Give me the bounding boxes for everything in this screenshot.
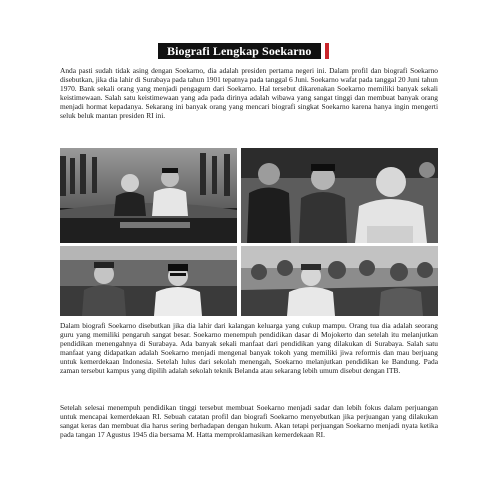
- title-accent-bar: [325, 43, 329, 59]
- photo-collage: [60, 148, 438, 316]
- struggle-paragraph: Setelah selesai menempuh pendidikan tinggi tersebut membuat Soekarno menjadi sadar dan lebih fokus dalam perjuangan untuk mencapai kemerdekaan RI. Sebuah catatan profil dan biografi Soekarno menyebutkan jika perjuangan yang dilakukan sangat keras dan membuat dia harus sering berhadapan dengan hukum. Akan tetapi perjuangan Soekarno menjadi nyata ketika pada tangan 17 Agustus 1945 dia bersama M. Hatta memproklamasikan kemerdekaan RI.: [60, 403, 438, 439]
- intro-paragraph: Anda pasti sudah tidak asing dengan Soekarno, dia adalah presiden pertama negeri ini. Dalam profil dan biografi Soekarno disebutkan, jika dia lahir di Surabaya pada tahun 1901 tepatnya pada tanggal 6 Juni. Soekarno wafat pada tanggal 20 Juni tahun 1970. Bank sekali orang yang menjadi pengagum dari Soekarno. Hal tersebut dikarenakan Soekarno memiliki banyak sekali keistimewaan. Salah satu keistimewaan yang ada pada dirinya adalah wibawa yang sangat tinggi dan membuat banyak orang menjadi hormat kepadanya. Sekarang ini banyak orang yang mencari biografi singkat Soekarno karena hanya ingin mengerti seluk beluk mantan presiden RI ini.: [60, 66, 438, 120]
- photo-group-leaders: [241, 148, 438, 243]
- photo-motorcade: [60, 148, 237, 243]
- photo-car-passengers: [60, 246, 237, 316]
- education-paragraph: Dalam biografi Soekarno disebutkan jika dia lahir dari kalangan keluarga yang cukup mampu. Orang tua dia adalah seorang guru yang memiliki pengaruh sangat besar. Soekarno menempuh pendidikan dasar di Mojokerto dan setelah itu melanjutkan pendidikan menengahnya di Surabaya. Ada banyak sekali manfaat dari pendidikan yang dilakukan di Surabaya. Salah satu manfaat yang didapatkan adalah Soekarno menjadi mengenal banyak tokoh yang memiliki jiwa reformis dan mau berjuang untuk kemerdekaan Indonesia. Setelah lulus dari sekolah menengah, Soekarno melanjutkan pendidikan ke Bandung. Pada zaman tersebut kampus yang dipilih adalah sekolah teknik Belanda atau sekarang lebih umum disebut dengan ITB.: [60, 321, 438, 375]
- photo-military-crowd: [241, 246, 438, 316]
- title-banner: [158, 43, 329, 59]
- document-title: Biografi Lengkap Soekarno: [158, 43, 321, 59]
